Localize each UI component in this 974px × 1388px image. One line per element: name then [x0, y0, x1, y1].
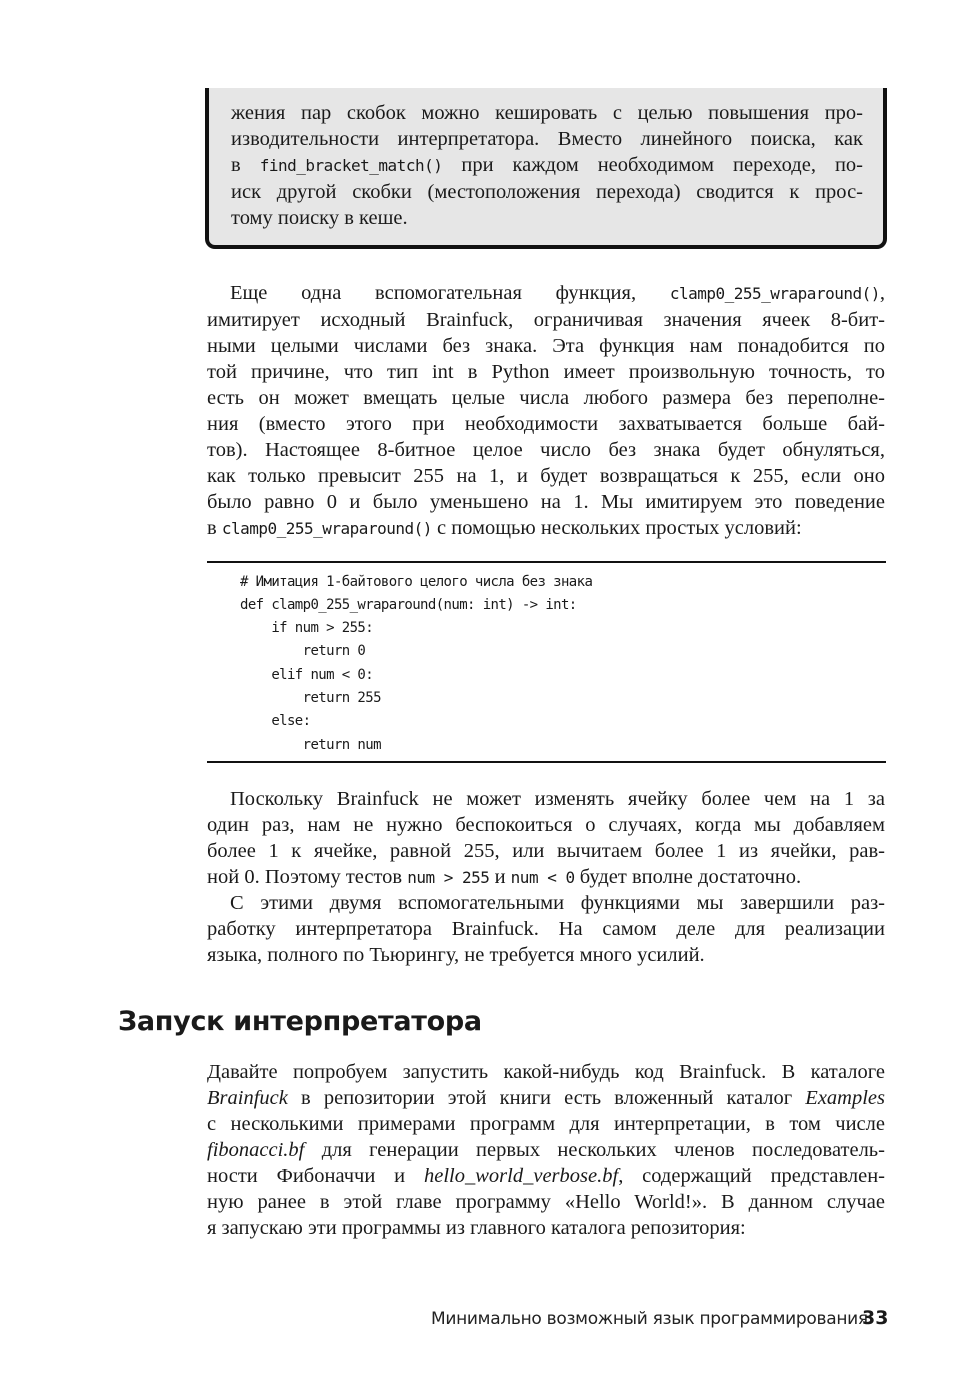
text-line: Давайте попробуем запустить какой-нибудь код Brainfuck. В каталоге [207, 1061, 885, 1083]
text-line: языка, полного по Тьюрингу, не требуется много усилий. [207, 944, 705, 966]
text-line: есть он может вмещать целые числа любого размера без переполне- [207, 387, 885, 409]
text-line: ния (вместо этого при необходимости захватывается больше бай- [207, 413, 885, 435]
text-line: один раз, нам не нужно беспокоиться о случаях, когда мы добавляем [207, 814, 885, 836]
code-line: return 0 [240, 643, 366, 659]
text-line: с несколькими примерами программ для интерпретации, в том числе [207, 1113, 885, 1135]
text-line: fibonacci.bf для генерации первых нескольких членов последователь- [207, 1139, 885, 1161]
text-line: ной 0. Поэтому тестов num > 255 и num < 0 будет вполне достаточно. [207, 866, 802, 888]
note-line: иск другой скобки (местоположения перехода) сводится к прос- [231, 181, 863, 203]
note-line: в find_bracket_match() при каждом необходимом переходе, по- [231, 154, 863, 176]
inline-code: clamp0_255_wraparound() [221, 519, 432, 538]
text-line: Поскольку Brainfuck не может изменять ячейку более чем на 1 за [230, 788, 885, 810]
code-line: return num [240, 737, 381, 753]
text-line: ности Фибоначчи и hello_world_verbose.bf, содержащий представлен- [207, 1165, 885, 1187]
inline-code: clamp0_255_wraparound() [669, 284, 880, 303]
text-line: ную ранее в этой главе программу «Hello World!». В данном случае [207, 1191, 885, 1213]
text-line: тов). Настоящее 8-битное целое число без знака будет обнуляться, [207, 439, 885, 461]
running-footer-title: Минимально возможный язык программирования [431, 1309, 868, 1329]
code-line: def clamp0_255_wraparound(num: int) -> int: [240, 597, 577, 613]
paragraph-3 [207, 890, 885, 968]
text-line: той причине, что тип int в Python имеет произвольную точность, то [207, 361, 885, 383]
text-line: ными целыми числами без знака. Эта функция нам понадобится по [207, 335, 885, 357]
text-line: в clamp0_255_wraparound() с помощью нескольких простых условий: [207, 517, 802, 539]
code-line: elif num < 0: [240, 667, 374, 683]
paragraph-4 [207, 1059, 885, 1241]
text-line: работку интерпретатора Brainfuck. На самом деле для реализации [207, 918, 885, 940]
code-line: # Имитация 1-байтового целого числа без знака [240, 574, 593, 590]
text-line: более 1 к ячейке, равной 255, или вычитаем более 1 из ячейки, рав- [207, 840, 885, 862]
inline-code: find_bracket_match() [259, 156, 443, 175]
text-line: было равно 0 и было уменьшено на 1. Мы имитируем это поведение [207, 491, 885, 513]
note-text [231, 100, 863, 231]
section-heading: Запуск интерпретатора [118, 1006, 482, 1037]
text-line: Brainfuck в репозитории этой книги есть вложенный каталог Examples [207, 1087, 885, 1109]
text-line: С этими двумя вспомогательными функциями мы завершили раз- [230, 892, 885, 914]
note-box [205, 88, 887, 249]
page-number: 33 [862, 1307, 889, 1329]
text-line: я запускаю эти программы из главного каталога репозитория: [207, 1217, 746, 1239]
inline-code: num < 0 [510, 868, 575, 887]
code-line: if num > 255: [240, 620, 374, 636]
code-line: else: [240, 713, 311, 729]
code-line: return 255 [240, 690, 381, 706]
text-line: Еще одна вспомогательная функция, clamp0_255_wraparound(), [230, 282, 885, 304]
paragraph-1 [207, 280, 885, 542]
text-line: как только превысит 255 на 1, и будет возвращаться к 255, если оно [207, 465, 885, 487]
paragraph-2 [207, 786, 885, 891]
text-line: имитирует исходный Brainfuck, ограничивая значения ячеек 8-бит- [207, 309, 885, 331]
inline-code: num > 255 [407, 868, 490, 887]
note-line: изводительности интерпретатора. Вместо линейного поиска, как [231, 128, 863, 150]
note-line: тому поиску в кеше. [231, 207, 408, 229]
code-block [207, 561, 886, 763]
note-line: жения пар скобок можно кешировать с целью повышения про- [231, 102, 863, 124]
